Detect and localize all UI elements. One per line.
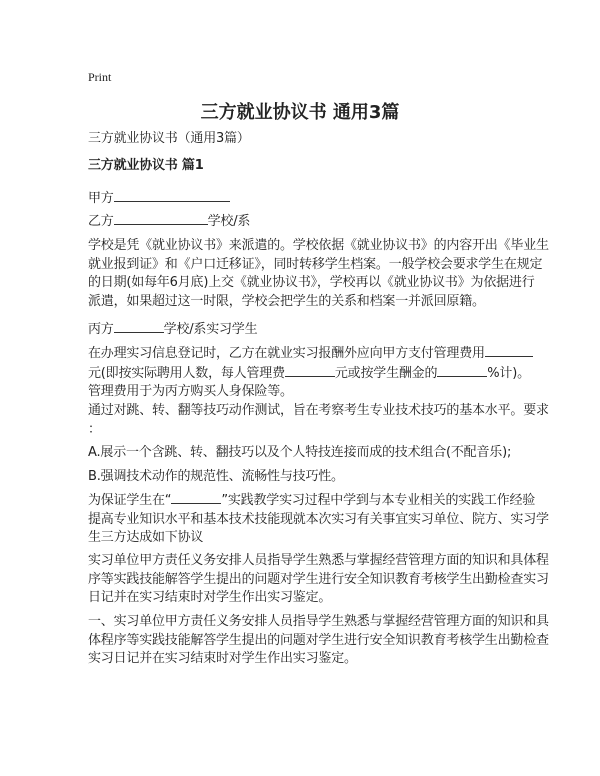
item-b: B.强调技术动作的规范性、流畅性与技巧性。 [88,469,344,484]
document-title: 三方就业协议书 通用3篇 [200,102,400,123]
text-line: 生三方达成如下协议 [88,530,204,545]
party-c-label: 丙方 [88,322,114,337]
party-c-suffix: 学校/系实习学生 [163,322,258,337]
party-b-suffix: 学校/系 [207,214,251,229]
paragraph-duty [88,552,549,608]
text-line: 序等实践技能解答学生提出的问题对学生进行安全知识教育考核学生出勤检查实习 [88,571,549,587]
text-line: 就业报到证》和《户口迁移证》，同时转移学生档案。一般学校会要求学生在规定 [88,256,543,272]
text-line: ： [88,421,101,437]
print-link[interactable]: Print [88,70,112,84]
blank-field [285,364,335,377]
blank-field [114,189,230,202]
text-line: 通过对跳、转、翻等技巧动作测试，旨在考察考生专业技术技巧的基本水平。要求 [88,403,549,418]
party-b-label: 乙方 [88,214,114,229]
text-line: 实习日记并在实习结束时对学生作出实习鉴定。 [88,651,357,666]
text-line: 实习单位甲方责任义务安排人员指导学生熟悉与掌握经营管理方面的知识和具体程 [88,553,549,568]
blank-field [485,344,533,357]
text-line: ”实践教学实习过程中学到与本专业相关的实践工作经验 [221,493,536,508]
paragraph-dispatch [88,237,549,311]
text-line: 管理费用于为丙方购买人身保险等。 [88,384,293,399]
party-a-line [88,189,230,209]
document-subtitle: 三方就业协议书（通用3篇） [88,131,250,146]
text-line: 日记并在实习结束时对学生作出实习鉴定。 [88,590,332,605]
blank-field [171,491,221,504]
blank-field [437,364,487,377]
text-line: 提高专业知识水平和基本技术技能现就本次实习有关事宜实习单位、院方、实习学 [88,511,549,527]
text-line: 为保证学生在“ [88,493,172,508]
paragraph-guarantee [88,491,549,548]
text-line: 一、实习单位甲方责任义务安排人员指导学生熟悉与掌握经营管理方面的知识和具 [88,614,549,629]
paragraph-test [88,402,549,439]
text-line: %计)。 [487,365,530,381]
item-a: A.展示一个含跳、转、翻技巧以及个人特技连接而成的技术组合(不配音乐); [88,445,512,460]
text-line: 派遣，如果超过这一时限，学校会把学生的关系和档案一并派回原籍。 [88,293,485,309]
text-line: 元(即按实际聘用人数，每人管理费 [88,365,285,381]
text-line: 学校是凭《就业协议书》来派遣的。学校依据《就业协议书》的内容开出《毕业生 [88,238,549,253]
text-line: 体程序等实践技能解答学生提出的问题对学生进行安全知识教育考核学生出勤检查 [88,632,549,648]
blank-field [114,320,164,333]
party-a-label: 甲方 [88,191,114,206]
text-line: 元或按学生酬金的 [334,365,438,381]
paragraph-duty-1 [88,613,549,669]
section-heading: 三方就业协议书 篇1 [88,158,204,173]
text-line: 在办理实习信息登记时，乙方在就业实习报酬外应向甲方支付管理费用 [88,346,485,361]
party-c-line [88,320,257,340]
text-line: 的日期(如每年6月底)上交《就业协议书》，学校再以《就业协议书》为依据进行 [88,275,535,290]
paragraph-fee [88,344,533,402]
party-b-line [88,212,250,232]
blank-field [114,212,208,225]
